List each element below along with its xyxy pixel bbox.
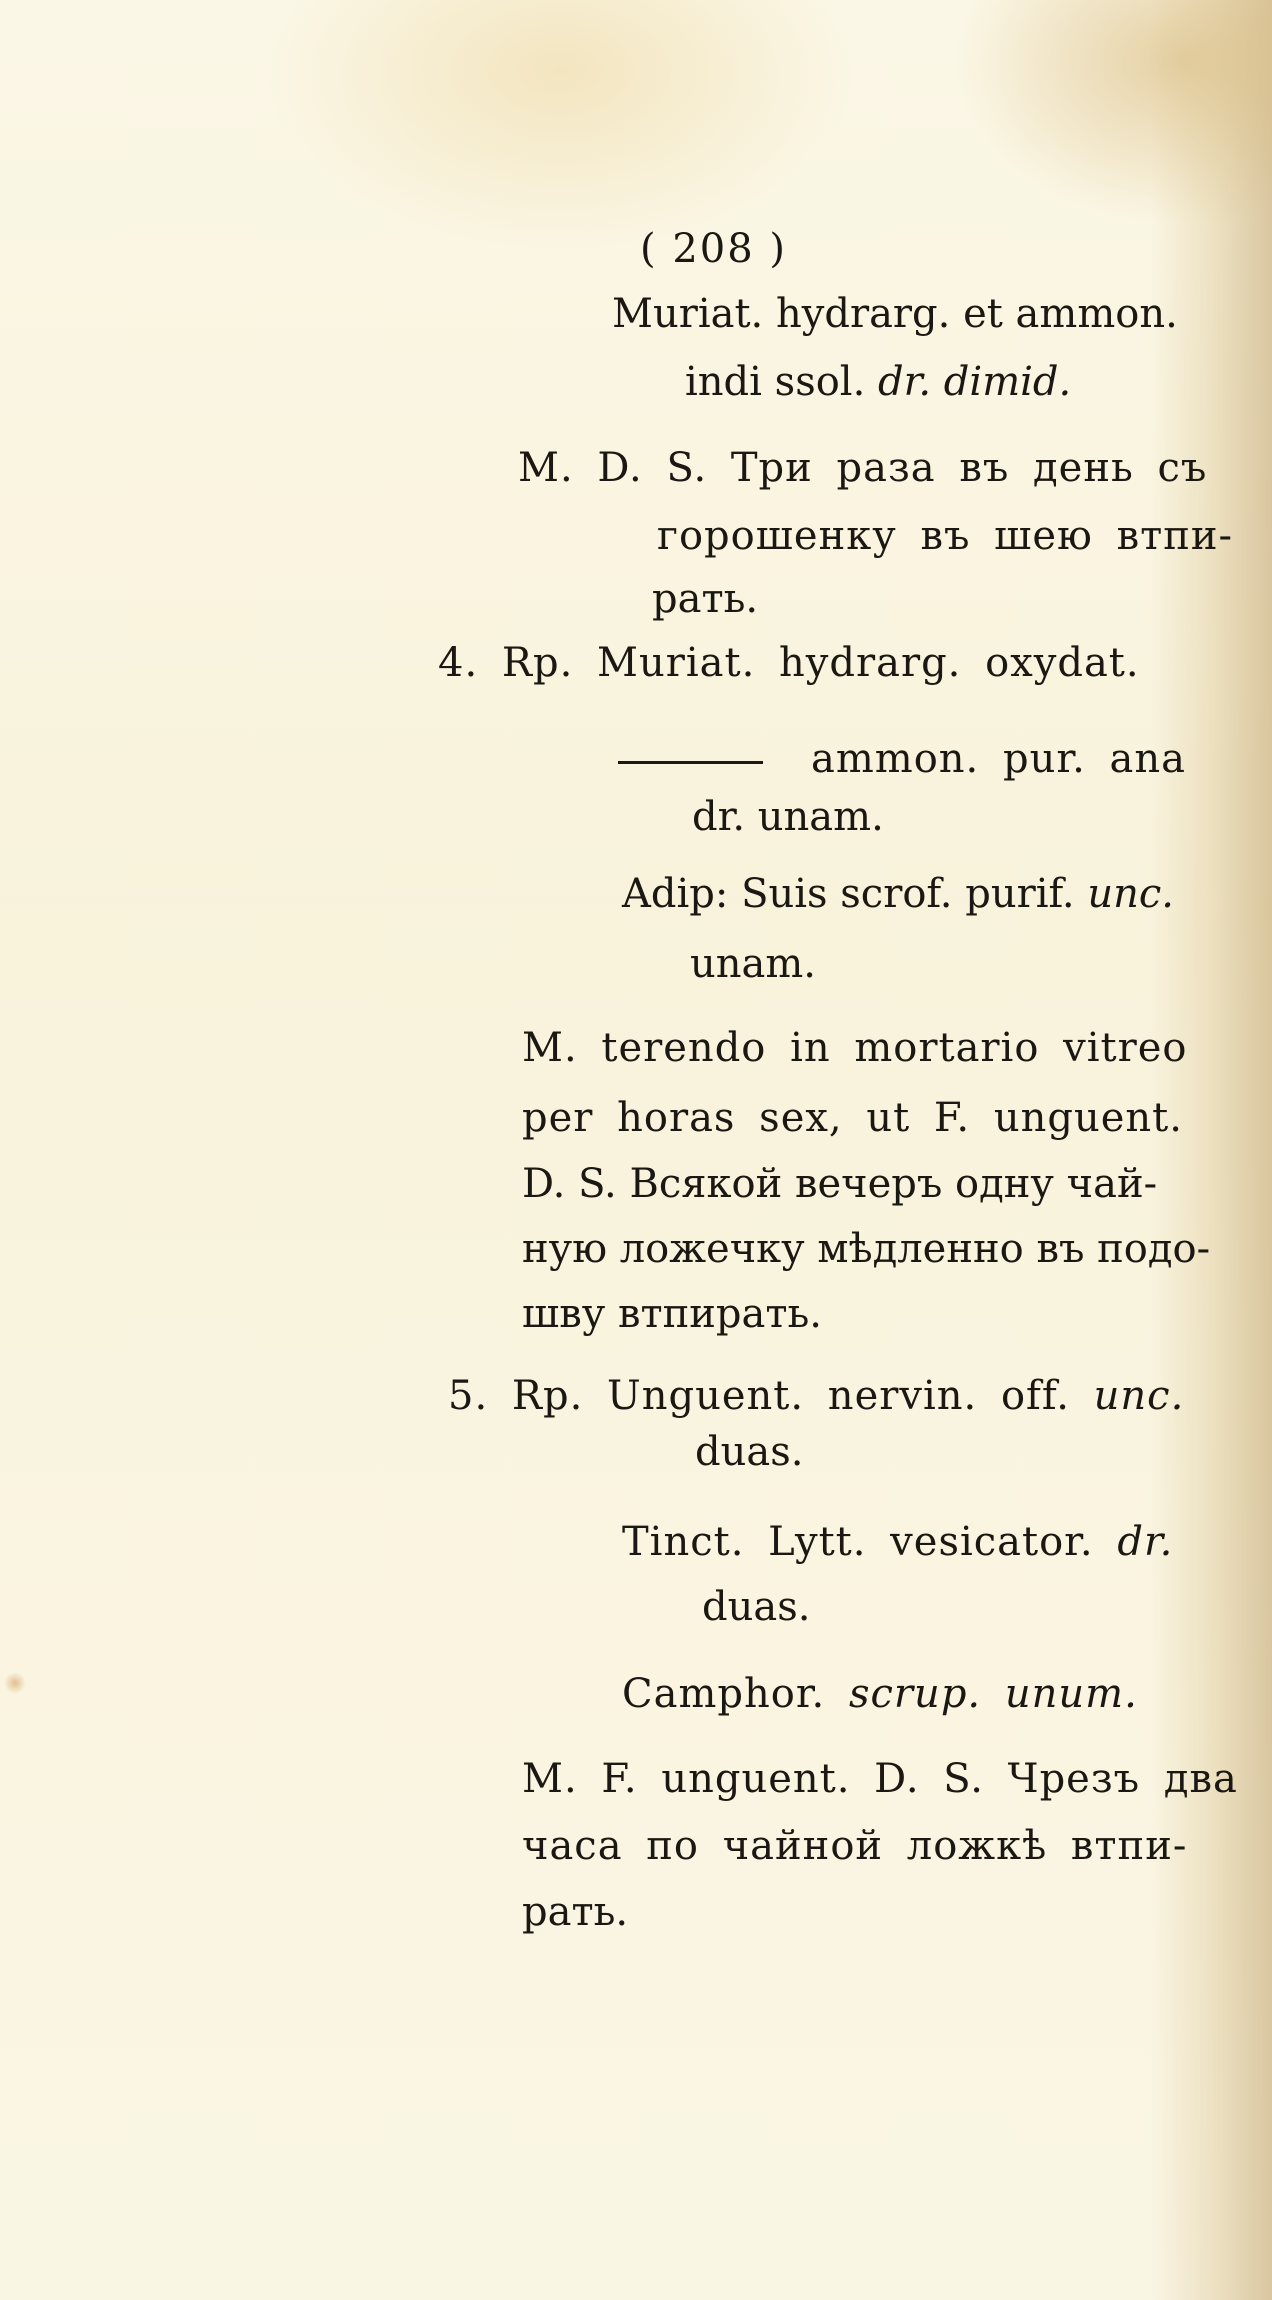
text-line: Adip: Suis scrof. purif. unc. [622, 871, 1174, 917]
page-number: ( 208 ) [640, 226, 787, 272]
text-line: шву втпирать. [522, 1291, 822, 1337]
text-line: duas. [702, 1584, 811, 1630]
text-line: горошенку въ шею втпи- [657, 513, 1234, 559]
text-line: M. D. S. Три раза въ день съ [518, 445, 1208, 491]
text-line: рать. [522, 1889, 629, 1935]
text-line: unam. [690, 941, 817, 987]
text-line: per horas sex, ut F. unguent. [522, 1095, 1183, 1141]
text-line: duas. [695, 1429, 804, 1475]
text-line: ную ложечку мѣдленно въ подо- [522, 1226, 1211, 1272]
recipe-4-header: 4. Rp. Muriat. hydrarg. oxydat. [438, 640, 1140, 686]
text-line: Camphor. scrup. unum. [622, 1671, 1138, 1717]
ditto-dash [618, 761, 763, 764]
text-line: M. F. unguent. D. S. Чрезъ два [522, 1756, 1238, 1802]
text-line: indi ssol. dr. dimid. [685, 359, 1072, 405]
text-line: Tinct. Lytt. vesicator. dr. [622, 1519, 1174, 1565]
text-line: dr. unam. [692, 794, 884, 840]
paper-stain [4, 1672, 26, 1694]
recipe-5-header: 5. Rp. Unguent. nervin. off. unc. [448, 1373, 1185, 1419]
text-line: рать. [652, 576, 759, 622]
text-line: ammon. pur. ana [618, 735, 1186, 783]
text-line: D. S. Всякой вечеръ одну чай- [522, 1161, 1158, 1207]
text-line: M. terendo in mortario vitreo [522, 1025, 1188, 1071]
text-line: часа по чайной ложкѣ втпи- [522, 1823, 1188, 1869]
text-line: Muriat. hydrarg. et ammon. [612, 291, 1178, 337]
